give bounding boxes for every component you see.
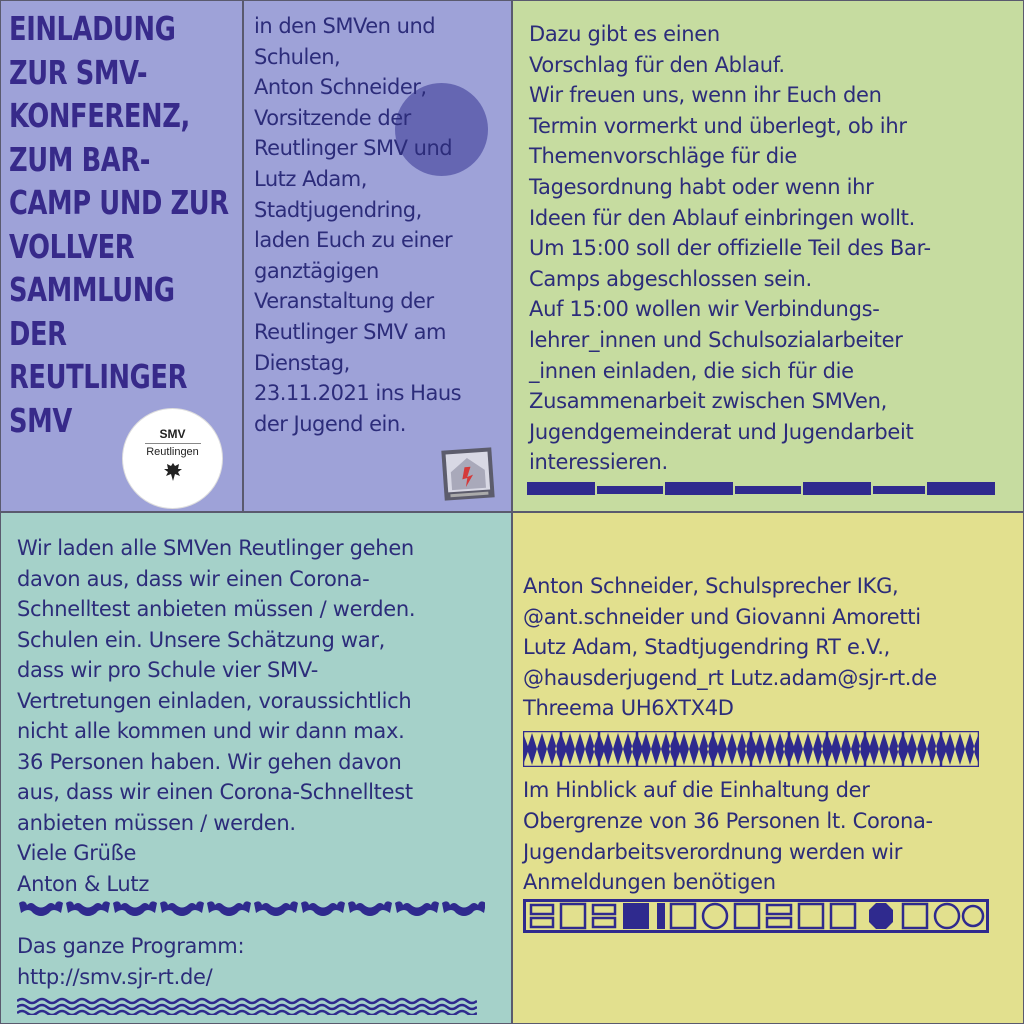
text-line: Termin vormerkt und überlegt, ob ihr [529, 113, 907, 138]
text-line: Lutz Adam, [254, 166, 367, 191]
text-line: Anmeldungen benötigen [523, 870, 776, 895]
title-panel [0, 0, 243, 512]
text-line: Vorsitzende der [254, 105, 411, 130]
text-line: Dienstag, [254, 350, 350, 375]
text-line[interactable]: @hausderjugend_rt Lutz.adam@sjr-rt.de [523, 665, 937, 690]
text-line: Stadtjugendring, [254, 197, 422, 222]
text-line: Anton Schneider, Schulsprecher IKG, [523, 574, 899, 598]
text-line: Um 15:00 soll der offizielle Teil des Bar- [529, 236, 931, 261]
text-line: ganztägigen [254, 258, 379, 283]
agenda-panel [512, 0, 1024, 512]
title-line: SAMMLUNG [9, 270, 175, 309]
logo-smv-text: SMV [159, 427, 186, 441]
shape-border-decoration [523, 899, 989, 933]
invite-panel [243, 0, 512, 512]
participants-panel [0, 512, 512, 1024]
text-line: Wir freuen uns, wenn ihr Euch den [529, 83, 882, 108]
text-line: Viele Grüße [17, 841, 137, 865]
program-paragraph [17, 931, 244, 993]
title-line: VOLLVER [9, 226, 135, 266]
diamond-border-decoration [523, 731, 979, 767]
text-line: _innen einladen, die sich für die [529, 358, 854, 383]
logo-divider [145, 443, 201, 444]
title-line: ZUM BAR- [9, 139, 151, 179]
invite-paragraph [254, 11, 461, 439]
text-line: Ideen für den Ablauf einbringen wollt. [529, 205, 915, 230]
text-line: Jugendgemeinderat und Jugendarbeit [529, 419, 914, 444]
title-line: KONFERENZ, [9, 96, 190, 135]
program-label: Das ganze Programm: [17, 934, 245, 958]
text-line: Jugendarbeitsverordnung werden wir [523, 839, 903, 864]
text-line: Im Hinblick auf die Einhaltung der [523, 778, 870, 802]
text-line: Obergrenze von 36 Personen lt. Corona- [523, 808, 933, 833]
text-line: @ant.schneider und Giovanni Amoretti [523, 604, 921, 629]
title-line: SMV [9, 400, 72, 440]
eagle-crest-icon [162, 461, 184, 483]
text-line: Schulen, [254, 44, 341, 69]
text-line: lehrer_innen und Schulsozialarbeiter [529, 327, 903, 352]
registration-notice [523, 775, 933, 898]
text-line: in den SMVen und [254, 14, 436, 38]
title-line: REUTLINGER [9, 357, 188, 396]
text-line: Tagesordnung habt oder wenn ihr [529, 174, 874, 199]
text-line: Camps abgeschlossen sein. [529, 266, 812, 291]
text-line: Dazu gibt es einen [529, 22, 720, 46]
text-line: nicht alle kommen und wir dann max. [17, 719, 405, 743]
text-line: Threema UH6XTX4D [523, 696, 734, 720]
smv-reutlingen-logo [122, 408, 223, 509]
text-line: Lutz Adam, Stadtjugendring RT e.V., [523, 635, 891, 659]
logo-city-text: Reutlingen [146, 446, 199, 458]
dash-border-decoration [527, 479, 995, 497]
text-line: Schnelltest anbieten müssen / werden. [17, 597, 416, 621]
text-line: Reutlinger SMV am [254, 319, 446, 344]
title-line: EINLADUNG [9, 9, 176, 48]
text-line: 23.11.2021 ins Haus [254, 381, 462, 406]
text-line: aus, dass wir einen Corona-Schnelltest [17, 780, 413, 804]
invitation-title [9, 7, 243, 442]
title-line: CAMP UND ZUR [9, 183, 229, 222]
text-line: anbieten müssen / werden. [17, 810, 296, 835]
text-line: Themenvorschläge für die [529, 144, 797, 169]
text-line: Zusammenarbeit zwischen SMVen, [529, 389, 887, 414]
haus-der-jugend-icon [439, 445, 497, 503]
text-line: laden Euch zu einer [254, 228, 453, 253]
contact-paragraph [523, 571, 937, 724]
text-line: davon aus, dass wir einen Corona- [17, 566, 370, 591]
wave-border-decoration [17, 997, 477, 1015]
text-line: Reutlinger SMV und [254, 136, 453, 161]
text-line: Auf 15:00 wollen wir Verbindungs- [529, 297, 880, 322]
participants-paragraph [17, 533, 415, 899]
program-link[interactable]: http://smv.sjr-rt.de/ [17, 965, 213, 989]
text-line: Wir laden alle SMVen Reutlinger gehen [17, 536, 414, 560]
text-line: Schulen ein. Unsere Schätzung war, [17, 627, 386, 652]
agenda-paragraph [529, 19, 931, 478]
text-line: Anton Schneider, [254, 75, 427, 100]
title-line: DER [9, 313, 67, 353]
text-line: Veranstaltung der [254, 289, 434, 314]
text-line: Vorschlag für den Ablauf. [529, 52, 785, 77]
text-line: 36 Personen haben. Wir gehen davon [17, 749, 402, 774]
text-line: interessieren. [529, 450, 668, 475]
bat-border-decoration [17, 897, 485, 921]
text-line: Anton & Lutz [17, 871, 150, 896]
title-line: ZUR SMV- [9, 52, 148, 92]
contact-panel [512, 512, 1024, 1024]
text-line: dass wir pro Schule vier SMV- [17, 658, 318, 682]
text-line: der Jugend ein. [254, 411, 406, 436]
text-line: Vertretungen einladen, voraussichtlich [17, 688, 412, 713]
